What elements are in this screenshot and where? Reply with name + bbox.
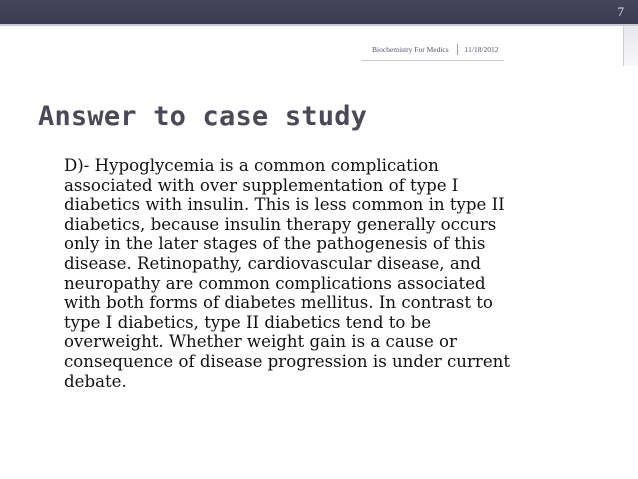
body-line: type I diabetics, type II diabetics tend to be bbox=[64, 312, 432, 332]
body-line: diabetics with insulin. This is less common in type II bbox=[64, 195, 505, 215]
slide-title: Answer to case study bbox=[38, 101, 368, 132]
body-line: neuropathy are common complications associated bbox=[64, 273, 486, 293]
page-number: 7 bbox=[617, 4, 624, 19]
footer-rule bbox=[362, 60, 504, 61]
header-band bbox=[0, 0, 638, 24]
footer-separator bbox=[457, 44, 458, 55]
body-line: only in the later stages of the pathogenesis of this bbox=[64, 234, 486, 254]
header-accent-line bbox=[0, 24, 638, 26]
body-line: D)- Hypoglycemia is a common complication bbox=[64, 156, 439, 175]
slide-footer bbox=[372, 44, 499, 55]
body-line: with both forms of diabetes mellitus. In contrast to bbox=[64, 293, 493, 313]
body-line: diabetics, because insulin therapy generally occurs bbox=[64, 214, 497, 234]
body-line: associated with over supplementation of type I bbox=[64, 175, 459, 195]
body-line: overweight. Whether weight gain is a cause or bbox=[64, 332, 457, 352]
body-line: consequence of disease progression is under current bbox=[64, 351, 511, 371]
body-line: disease. Retinopathy, cardiovascular disease, and bbox=[64, 253, 482, 273]
body-line: debate. bbox=[64, 371, 127, 391]
footer-date: 11/18/2012 bbox=[464, 45, 499, 54]
body-text bbox=[64, 156, 604, 391]
header-side-tab bbox=[623, 26, 638, 66]
footer-course: Biochemistry For Medics bbox=[372, 45, 449, 54]
